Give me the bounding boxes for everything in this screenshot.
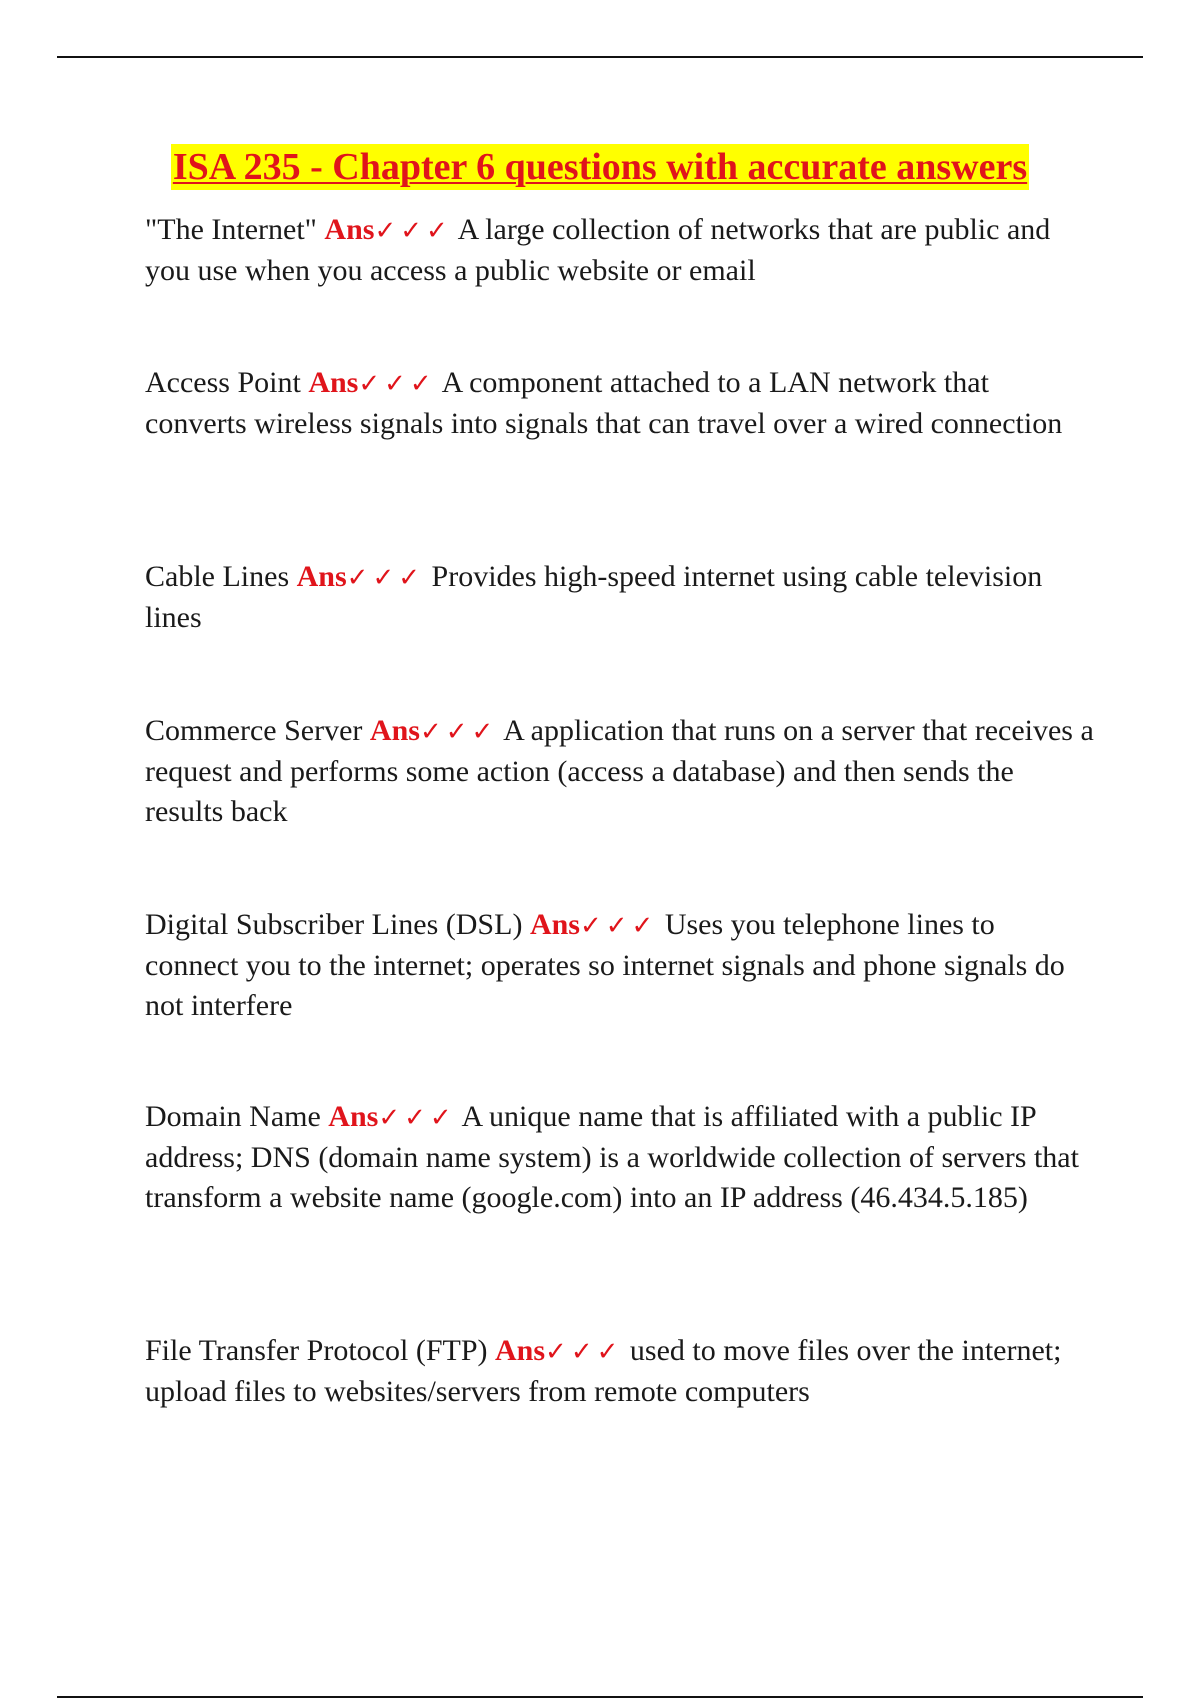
title-container xyxy=(0,144,1200,190)
qa-term: Digital Subscriber Lines (DSL) xyxy=(145,908,523,941)
qa-term: Access Point xyxy=(145,366,301,399)
check-marks-icon: ✓✓✓ xyxy=(419,717,498,747)
qa-entry-domain-name xyxy=(145,1097,1095,1218)
qa-entry-ftp xyxy=(145,1331,1095,1412)
qa-definition: A component attached to a LAN network that converts wireless signals into signals that can travel over a wired connection xyxy=(145,366,1063,440)
answer-marker: Ans xyxy=(324,213,375,246)
answer-marker: Ans xyxy=(308,366,359,399)
qa-term: "The Internet" xyxy=(145,213,317,246)
bottom-rule xyxy=(57,1696,1143,1698)
qa-term: Cable Lines xyxy=(145,560,290,593)
qa-entry-access-point xyxy=(145,363,1095,444)
qa-entry-internet xyxy=(145,210,1095,291)
qa-definition: A application that runs on a server that receives a request and performs some action (access a database) and then sends the results back xyxy=(145,714,1094,828)
check-marks-icon: ✓✓✓ xyxy=(579,911,658,941)
document-title: ISA 235 - Chapter 6 questions with accurate answers xyxy=(172,146,1028,188)
answer-marker: Ans xyxy=(495,1334,546,1367)
qa-entry-cable-lines xyxy=(145,557,1095,638)
answer-marker: Ans xyxy=(529,908,580,941)
qa-entry-commerce-server xyxy=(145,711,1095,832)
qa-term: File Transfer Protocol (FTP) xyxy=(145,1334,488,1367)
answer-marker: Ans xyxy=(369,714,420,747)
qa-term: Commerce Server xyxy=(145,714,363,747)
check-marks-icon: ✓✓✓ xyxy=(374,216,452,246)
qa-definition: A unique name that is affiliated with a public IP address; DNS (domain name system) is a worldwide collection of servers that transform a website name (google.com) into an IP address (46.434.5.185) xyxy=(145,1100,1079,1214)
top-rule xyxy=(57,56,1143,58)
qa-entry-dsl xyxy=(145,905,1095,1026)
qa-definition: used to move files over the internet; upload files to websites/servers from remote computers xyxy=(145,1334,1062,1408)
answer-marker: Ans xyxy=(296,560,347,593)
check-marks-icon: ✓✓✓ xyxy=(545,1337,623,1367)
qa-definition: Provides high-speed internet using cable television lines xyxy=(145,560,1043,634)
check-marks-icon: ✓✓✓ xyxy=(358,369,436,399)
check-marks-icon: ✓✓✓ xyxy=(346,563,425,593)
check-marks-icon: ✓✓✓ xyxy=(378,1103,456,1133)
qa-definition: A large collection of networks that are public and you use when you access a public website or email xyxy=(145,213,1051,287)
qa-term: Domain Name xyxy=(145,1100,321,1133)
qa-definition: Uses you telephone lines to connect you to the internet; operates so internet signals and phone signals do not interfere xyxy=(145,908,1065,1022)
answer-marker: Ans xyxy=(328,1100,379,1133)
